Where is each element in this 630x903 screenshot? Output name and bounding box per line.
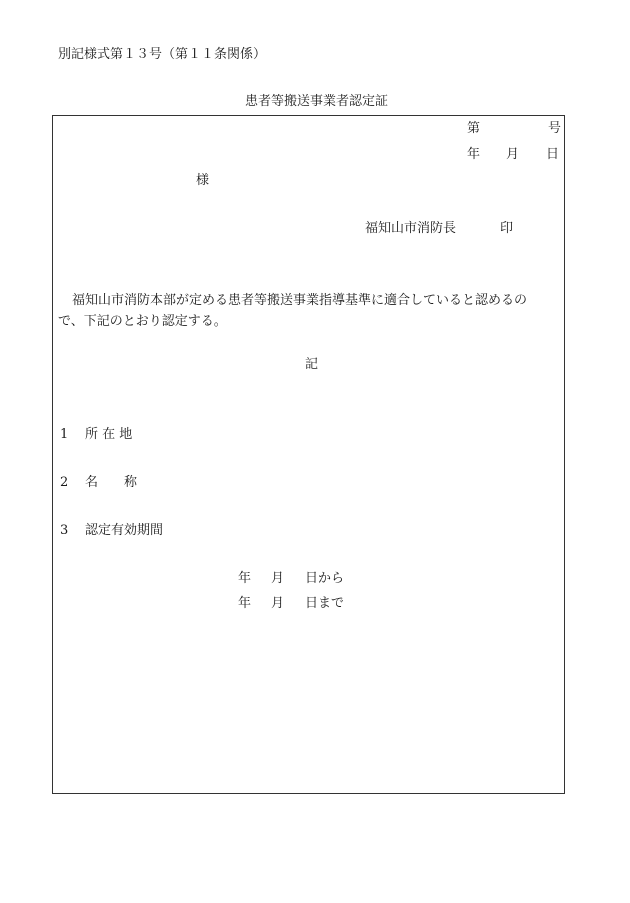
date-year: 年 [467,147,481,162]
period-from-year: 年 [238,571,252,586]
period-from-month: 月 [271,571,285,586]
item-label-validity-period: 認定有効期間 [85,523,164,538]
item-number-2: 2 [60,475,69,490]
seal-mark: 印 [500,221,514,236]
body-text-line-1: 福知山市消防本部が定める患者等搬送事業指導基準に適合していると認めるの [72,293,528,308]
date-day: 日 [546,147,560,162]
document-title: 患者等搬送事業者認定証 [245,94,389,109]
form-header: 別記様式第１３号（第１１条関係） [58,47,267,62]
issuer-name: 福知山市消防長 [365,221,457,236]
item-number-3: 3 [60,523,69,538]
item-number-1: 1 [60,427,69,442]
period-to-year: 年 [238,596,252,611]
addressee-suffix: 様 [196,173,210,188]
body-text-line-2: で、下記のとおり認定する。 [58,314,227,329]
date-month: 月 [506,147,520,162]
period-to-month: 月 [271,596,285,611]
item-label-location: 所 在 地 [85,427,133,442]
number-suffix: 号 [548,121,562,136]
period-to-day: 日まで [305,596,345,611]
certificate-frame [52,115,565,794]
item-label-name: 名 称 [85,475,138,490]
period-from-day: 日から [305,571,345,586]
ki-heading: 記 [305,357,319,372]
number-prefix: 第 [467,121,481,136]
